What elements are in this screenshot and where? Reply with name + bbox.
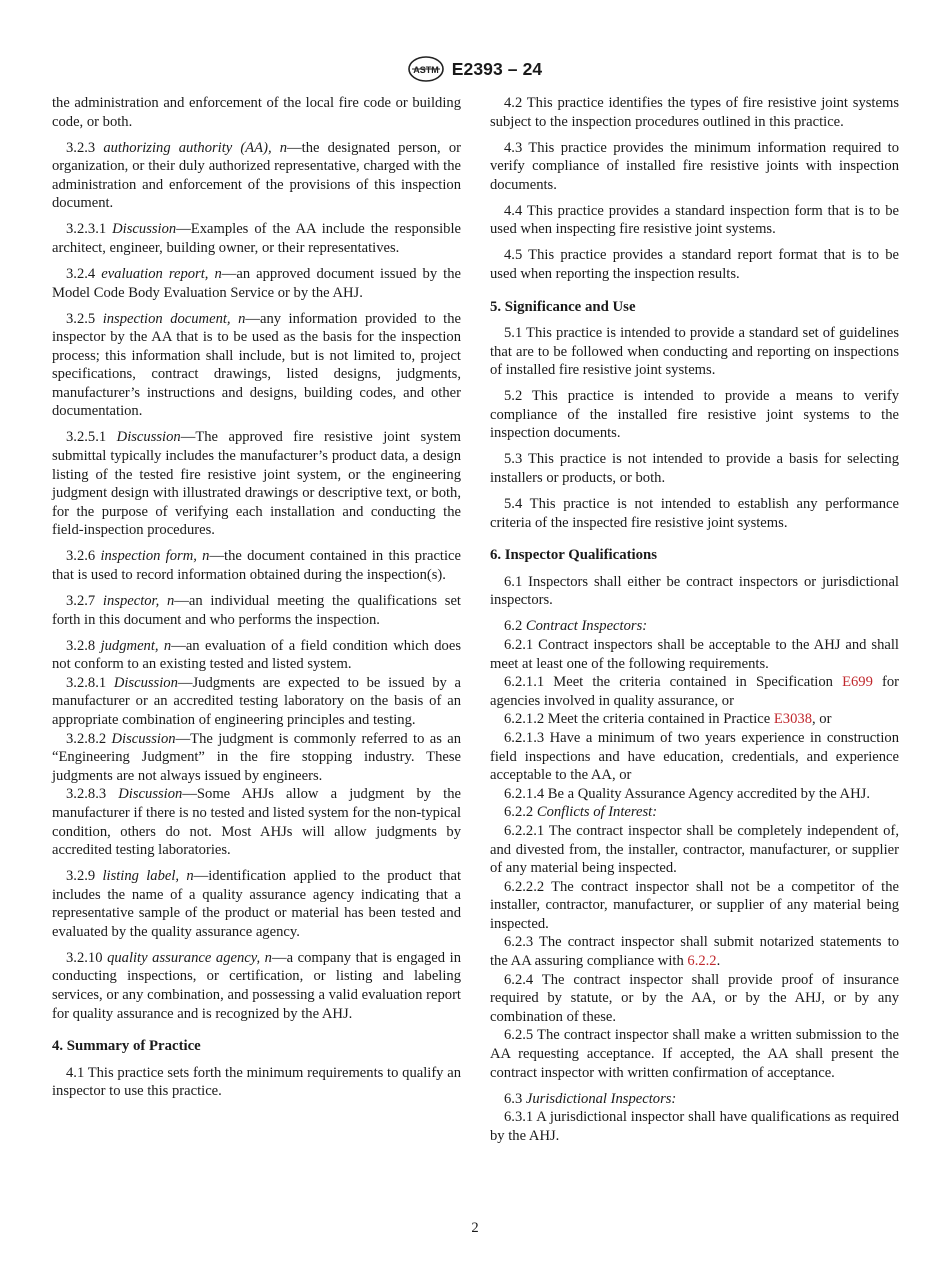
paragraph-4-3: 4.3 This practice provides the minimum information required to verify compliance of installed fire resistive joints with inspection documents. <box>490 139 899 193</box>
paragraph-6-2-2-1: 6.2.2.1 The contract inspector shall be completely independent of, and divested from, the installer, contractor, manufacturer, or supplier of any material being inspected. <box>490 822 899 877</box>
reference-link-e3038[interactable]: E3038 <box>773 711 812 728</box>
paragraph-3-2-9: 3.2.9 listing label, n—identification applied to the product that includes the name of a quality assurance agency indicating that a representative sample of the product or material has been tested and evaluated by the quality assurance agency. <box>52 868 461 940</box>
paragraph-6-2: 6.2 Contract Inspectors: <box>504 618 648 635</box>
paragraph-6-2-2: 6.2.2 Conflicts of Interest: <box>504 804 658 821</box>
paragraph-3-2-7: 3.2.7 inspector, n—an individual meeting the qualifications set forth in this document and who performs the inspection. <box>52 592 461 628</box>
paragraph-3-2-3-1: 3.2.3.1 Discussion—Examples of the AA include the responsible architect, engineer, building owner, or their representatives. <box>52 221 461 256</box>
paragraph-6-2-5: 6.2.5 The contract inspector shall make a written submission to the AA requesting acceptance. If accepted, the AA shall present the contract inspector with written confirmation of acceptance. <box>490 1027 899 1081</box>
paragraph-3-2-8-3: 3.2.8.3 Discussion—Some AHJs allow a judgment by the manufacturer if there is no tested and listed system for the non-typical condition, others do not. Most AHJs will allow judgments by accredited testing laboratories. <box>52 786 461 859</box>
paragraph-3-2-2-cont: the administration and enforcement of the local fire code or building code, or both. <box>52 95 461 130</box>
paragraph-3-2-5-1: 3.2.5.1 Discussion—The approved fire resistive joint system submittal typically includes the manufacturer’s product data, a design listing of the tested fire resistive joint system, or the engineering judgment design with illustrated drawings or descriptive text, or both, for the purpose of verifying each installation and conducting the field-inspection procedures. <box>52 429 461 539</box>
paragraph-3-2-8: 3.2.8 judgment, n—an evaluation of a field condition which does not conform to an existing tested and listed system. <box>52 637 461 673</box>
paragraph-6-2-1-4: 6.2.1.4 Be a Quality Assurance Agency accredited by the AHJ. <box>504 785 870 802</box>
paragraph-6-2-1-3: 6.2.1.3 Have a minimum of two years experience in construction field inspections and have education, credentials, and experience acceptable to the AA, or <box>490 729 899 784</box>
section-4-heading: 4. Summary of Practice <box>52 1038 201 1055</box>
paragraph-6-2-1: 6.2.1 Contract inspectors shall be acceptable to the AHJ and shall meet at least one of the following requirements. <box>490 636 899 672</box>
paragraph-4-5: 4.5 This practice provides a standard report format that is to be used when reporting the inspection results. <box>490 247 899 282</box>
paragraph-5-3: 5.3 This practice is not intended to provide a basis for selecting installers or products, or both. <box>490 451 899 487</box>
paragraph-6-2-3: 6.2.3 The contract inspector shall submit notarized statements to the AA assuring compliance with 6.2.2. <box>490 934 899 970</box>
paragraph-4-1: 4.1 This practice sets forth the minimum requirements to qualify an inspector to use this practice. <box>52 1064 461 1100</box>
paragraph-3-2-5: 3.2.5 inspection document, n—any information provided to the inspector by the AA that is to be used as the basis for the inspection process; this information shall include, but is not limited to, project specifications, contract drawings, listed designs, judgments, manufacturer’s instructions and designs, building codes, and other documentation. <box>52 310 462 420</box>
paragraph-6-2-2-2: 6.2.2.2 The contract inspector shall not be a competitor of the installer, contractor, manufacturer, or supplier of any material being inspected. <box>490 878 899 932</box>
paragraph-3-2-10: 3.2.10 quality assurance agency, n—a company that is engaged in conducting inspections, or certification, or listing and labeling services, or any combination, and possessing a valid evaluation report for quality assurance and is recognized by the AHJ. <box>52 949 461 1022</box>
paragraph-5-4: 5.4 This practice is not intended to establish any performance criteria of the inspected fire resistive joint systems. <box>490 496 899 531</box>
document-id: E2393 – 24 <box>451 58 543 79</box>
paragraph-6-2-4: 6.2.4 The contract inspector shall provide proof of insurance required by statute, or by the AA, or by the AHJ, or by any combination of these. <box>490 971 899 1025</box>
section-5-heading: 5. Significance and Use <box>490 298 636 315</box>
paragraph-5-1: 5.1 This practice is intended to provide a standard set of guidelines that are to be followed when conducting and reporting on inspections of installed fire resistive joint systems. <box>490 325 899 379</box>
paragraph-3-2-3: 3.2.3 authorizing authority (AA), n—the designated person, or organization, or their duly authorized representative, charged with the administration and enforcement of the provisions of this inspection document. <box>52 139 461 212</box>
paragraph-6-2-1-2: 6.2.1.2 Meet the criteria contained in Practice E3038, or <box>504 711 832 728</box>
paragraph-6-3-1: 6.3.1 A jurisdictional inspector shall have qualifications as required by the AHJ. <box>490 1109 899 1144</box>
reference-link-e699[interactable]: E699 <box>842 674 873 691</box>
paragraph-4-2: 4.2 This practice identifies the types of fire resistive joint systems subject to the inspection procedures outlined in this practice. <box>490 95 899 130</box>
paragraph-3-2-8-1: 3.2.8.1 Discussion—Judgments are expected to be issued by a manufacturer or an accredited testing laboratory on the basis of an appropriate combination of engineering principles and testing. <box>52 674 461 728</box>
astm-logo-icon <box>408 56 444 82</box>
section-6-heading: 6. Inspector Qualifications <box>490 547 658 564</box>
paragraph-3-2-6: 3.2.6 inspection form, n—the document contained in this practice that is used to record information obtained during the inspection(s). <box>52 548 461 583</box>
paragraph-5-2: 5.2 This practice is intended to provide a means to verify compliance of the installed fire resistive joint systems to the inspection documents. <box>490 388 899 442</box>
page-number: 2 <box>471 1220 479 1236</box>
paragraph-4-4: 4.4 This practice provides a standard inspection form that is to be used when inspecting fire resistive joint systems. <box>490 202 899 238</box>
paragraph-6-1: 6.1 Inspectors shall either be contract inspectors or jurisdictional inspectors. <box>490 573 899 609</box>
paragraph-3-2-8-2: 3.2.8.2 Discussion—The judgment is commonly referred to as an “Engineering Judgment” in the fire stopping industry. These judgments are not always issued by engineers. <box>52 730 461 784</box>
reference-link-6-2-2[interactable]: 6.2.2 <box>687 953 717 970</box>
paragraph-3-2-4: 3.2.4 evaluation report, n—an approved document issued by the Model Code Body Evaluation Service or by the AHJ. <box>52 265 461 301</box>
left-column <box>52 94 461 1108</box>
svg-text:ASTM: ASTM <box>412 65 439 75</box>
page-header <box>0 56 950 82</box>
paragraph-6-3: 6.3 Jurisdictional Inspectors: <box>504 1090 677 1107</box>
paragraph-6-2-1-1: 6.2.1.1 Meet the criteria contained in Specification E699 for agencies involved in quality assurance, or <box>490 674 899 709</box>
right-column <box>490 94 899 1145</box>
